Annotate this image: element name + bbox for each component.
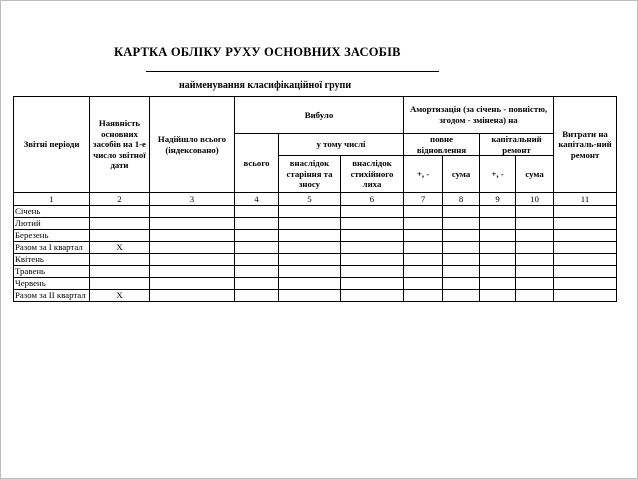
- period-label: Разом за I квартал: [14, 242, 90, 254]
- period-label: Квітень: [14, 254, 90, 266]
- header-plus-minus-2: +, -: [480, 156, 516, 193]
- column-number: 5: [279, 193, 341, 206]
- header-capital-repair: капітальний ремонт: [480, 134, 554, 156]
- header-sum-1: сума: [443, 156, 480, 193]
- column-number: 6: [341, 193, 404, 206]
- header-periods: Звітні періоди: [14, 97, 90, 193]
- period-label: Разом за II квартал: [14, 290, 90, 302]
- column-number: 3: [150, 193, 235, 206]
- header-availability: Наявність основних засобів на 1-е число звітної дати: [90, 97, 150, 193]
- table-row: [14, 218, 617, 230]
- table-row: [14, 254, 617, 266]
- availability-cell: [90, 278, 150, 290]
- column-number: 8: [443, 193, 480, 206]
- column-number: 2: [90, 193, 150, 206]
- header-sum-2: сума: [516, 156, 554, 193]
- column-number: 10: [516, 193, 554, 206]
- header-amortization: Амортизація (за січень - повністю, згодом - змінена) на: [404, 97, 554, 134]
- table-row: [14, 230, 617, 242]
- availability-cell: [90, 230, 150, 242]
- header-due-wear: внаслідок старіння та зносу: [279, 156, 341, 193]
- column-number: 4: [235, 193, 279, 206]
- period-label: Червень: [14, 278, 90, 290]
- table-row: [14, 278, 617, 290]
- table-row: [14, 206, 617, 218]
- column-number: 11: [554, 193, 617, 206]
- availability-cell: [90, 206, 150, 218]
- header-plus-minus-1: +, -: [404, 156, 443, 193]
- period-label: Січень: [14, 206, 90, 218]
- column-number: 9: [480, 193, 516, 206]
- header-due-disaster: внаслідок стихійного лиха: [341, 156, 404, 193]
- header-disposed-total: всього: [235, 134, 279, 193]
- header-received: Надійшло всього (індексовано): [150, 97, 235, 193]
- availability-cell: [90, 254, 150, 266]
- table-row: [14, 242, 617, 254]
- period-label: Березень: [14, 230, 90, 242]
- card-title: КАРТКА ОБЛІКУ РУХУ ОСНОВНИХ ЗАСОБІВ: [114, 45, 401, 59]
- availability-cell: Х: [90, 290, 150, 302]
- header-including: у тому числі: [279, 134, 404, 156]
- period-label: Травень: [14, 266, 90, 278]
- table-row: [14, 290, 617, 302]
- fixed-assets-table: [13, 96, 617, 302]
- column-number: 7: [404, 193, 443, 206]
- availability-cell: Х: [90, 242, 150, 254]
- availability-cell: [90, 266, 150, 278]
- availability-cell: [90, 218, 150, 230]
- classification-group-blank-line: [146, 71, 439, 72]
- period-label: Лютий: [14, 218, 90, 230]
- column-number: 1: [14, 193, 90, 206]
- header-capital-costs: Витрати на капіталь-ний ремонт: [554, 97, 617, 193]
- header-full-recovery: повне відновлення: [404, 134, 480, 156]
- table-row: [14, 266, 617, 278]
- header-disposed: Вибуло: [235, 97, 404, 134]
- classification-group-caption: найменування класифікаційної групи: [179, 80, 352, 91]
